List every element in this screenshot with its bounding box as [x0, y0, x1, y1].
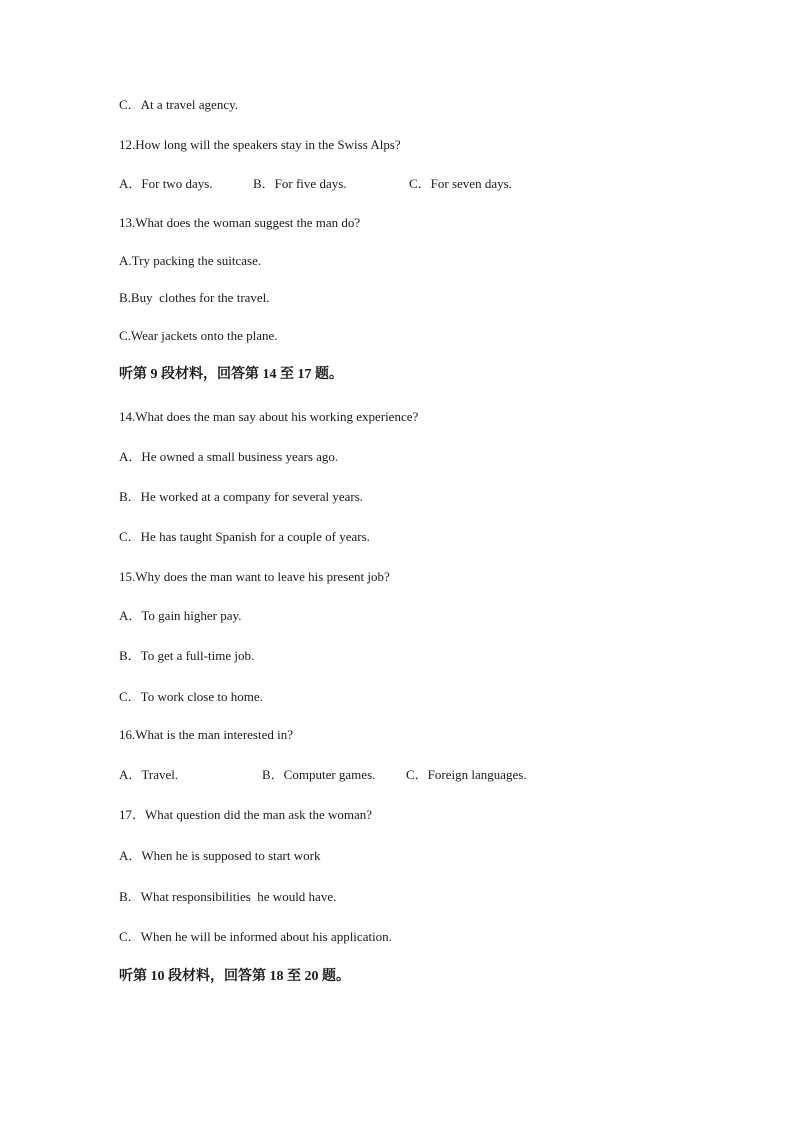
q17-option-a: A．When he is supposed to start work [119, 848, 321, 863]
q13-option-c: C.Wear jackets onto the plane. [119, 328, 278, 343]
q12-option-b: B．For five days. [253, 176, 347, 191]
section-heading-9: 听第 9 段材料，回答第 14 至 17 题。 [119, 367, 343, 382]
q16-option-a: A．Travel. [119, 767, 179, 782]
q16-option-c: C．Foreign languages. [406, 767, 527, 782]
q16-question: 16.What is the man interested in? [119, 727, 294, 742]
q15-option-c: C．To work close to home. [119, 689, 263, 704]
q17-option-c: C．When he will be informed about his application. [119, 929, 392, 944]
q17-question: 17．What question did the man ask the woman? [119, 807, 373, 822]
q13-option-a: A.Try packing the suitcase. [119, 253, 262, 268]
q12-option-a: A．For two days. [119, 176, 213, 191]
q14-option-c: C．He has taught Spanish for a couple of years. [119, 529, 370, 544]
q12-option-c: C．For seven days. [409, 176, 512, 191]
q16-option-b: B．Computer games. [262, 767, 376, 782]
section-heading-10: 听第 10 段材料，回答第 18 至 20 题。 [119, 969, 350, 984]
q15-question: 15.Why does the man want to leave his present job? [119, 569, 390, 584]
q13-option-b: B.Buy clothes for the travel. [119, 290, 270, 305]
q14-option-b: B．He worked at a company for several years. [119, 489, 364, 504]
q11-option-c: C．At a travel agency. [119, 97, 238, 112]
q15-option-a: A．To gain higher pay. [119, 608, 242, 623]
q14-option-a: A．He owned a small business years ago. [119, 449, 339, 464]
q14-question: 14.What does the man say about his working experience? [119, 409, 419, 424]
q12-question: 12.How long will the speakers stay in the Swiss Alps? [119, 137, 401, 152]
q13-question: 13.What does the woman suggest the man do? [119, 215, 361, 230]
q15-option-b: B．To get a full-time job. [119, 648, 255, 663]
q17-option-b: B．What responsibilities he would have. [119, 889, 337, 904]
